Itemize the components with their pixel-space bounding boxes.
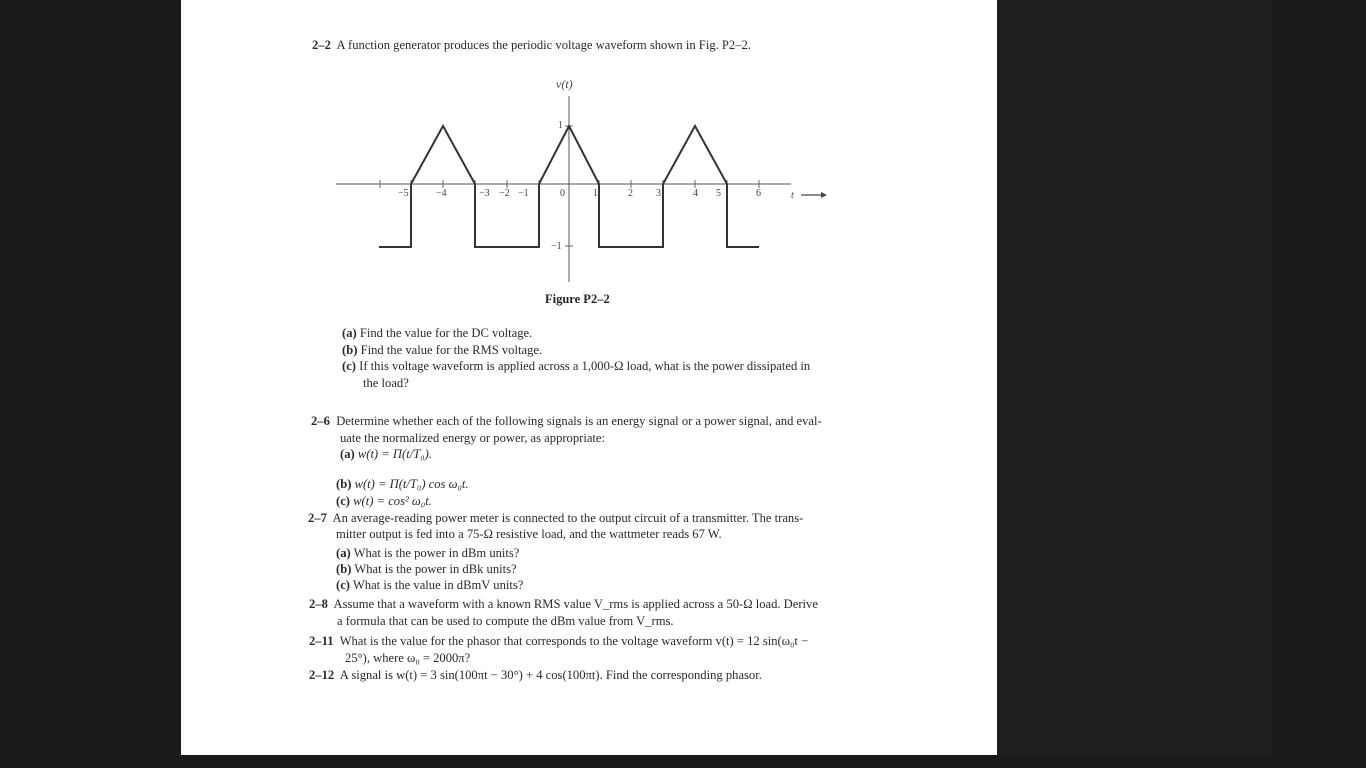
problem-text: A function generator produces the periodic voltage waveform shown in Fig. P2–2. — [336, 38, 751, 52]
t-arrow-head — [821, 192, 827, 198]
problem-2-2-part-a: (a) Find the value for the DC voltage. — [342, 326, 533, 340]
waveform-figure — [181, 0, 997, 320]
x-tick-label: 4 — [693, 188, 698, 199]
problem-2-12: 2–12 A signal is w(t) = 3 sin(100πt − 30°) + 4 cos(100πt). Find the corresponding phasor. — [309, 668, 762, 682]
x-tick-label: −5 — [398, 188, 409, 199]
x-tick-labels — [398, 188, 761, 199]
problem-2-11-line1: 2–11 What is the value for the phasor that corresponds to the voltage waveform v(t) = 12 sin(ω₀t − — [309, 634, 809, 648]
x-tick-label: −4 — [436, 188, 447, 199]
problem-2-7-part-b: (b) What is the power in dBk units? — [336, 562, 517, 576]
figure-caption: Figure P2–2 — [545, 292, 610, 306]
x-tick-label: 3 — [656, 188, 661, 199]
problem-2-6-part-a: (a) w(t) = Π(t/T₀). — [340, 447, 432, 461]
x-tick-label: −1 — [518, 188, 529, 199]
problem-2-7-part-a: (a) What is the power in dBm units? — [336, 546, 520, 560]
problem-2-2-part-c-cont: the load? — [363, 376, 409, 390]
problem-2-6-part-c: (c) w(t) = cos² ω₀t. — [336, 494, 432, 508]
y-tick-label-top: 1 — [558, 120, 563, 131]
x-tick-label: 6 — [756, 188, 761, 199]
problem-2-8-line2: a formula that can be used to compute the dBm value from V_rms. — [337, 614, 674, 628]
x-tick-label: −2 — [499, 188, 510, 199]
problem-2-11-line2: 25°), where ω₀ = 2000π? — [345, 651, 471, 665]
problem-2-6-line1: 2–6 Determine whether each of the following signals is an energy signal or a power signal, and eval- — [311, 414, 822, 428]
x-tick-label: 0 — [560, 188, 565, 199]
x-axis-label: t — [791, 190, 794, 201]
problem-2-7-part-c: (c) What is the value in dBmV units? — [336, 578, 524, 592]
right-dark-panel — [997, 0, 1272, 755]
problem-number: 2–2 — [312, 38, 331, 52]
y-tick-label-bottom: −1 — [551, 241, 562, 252]
problem-2-6-part-b: (b) w(t) = Π(t/T₀) cos ω₀t. — [336, 477, 469, 491]
problem-2-6-line2: uate the normalized energy or power, as appropriate: — [340, 431, 606, 445]
x-tick-label: 1 — [593, 188, 598, 199]
y-axis-label: v(t) — [556, 77, 573, 91]
x-tick-label: 5 — [716, 188, 721, 199]
problem-2-8-line1: 2–8 Assume that a waveform with a known RMS value V_rms is applied across a 50-Ω load. Derive — [309, 597, 818, 611]
x-tick-label: 2 — [628, 188, 633, 199]
document-page — [181, 0, 997, 755]
x-tick-label: −3 — [479, 188, 490, 199]
problem-2-7-line1: 2–7 An average-reading power meter is connected to the output circuit of a transmitter. The trans- — [308, 511, 804, 525]
problem-2-2-part-c: (c) If this voltage waveform is applied across a 1,000-Ω load, what is the power dissipated in — [342, 359, 811, 373]
problem-2-7-line2: mitter output is fed into a 75-Ω resistive load, and the wattmeter reads 67 W. — [336, 527, 722, 541]
problem-2-2-part-b: (b) Find the value for the RMS voltage. — [342, 343, 543, 357]
